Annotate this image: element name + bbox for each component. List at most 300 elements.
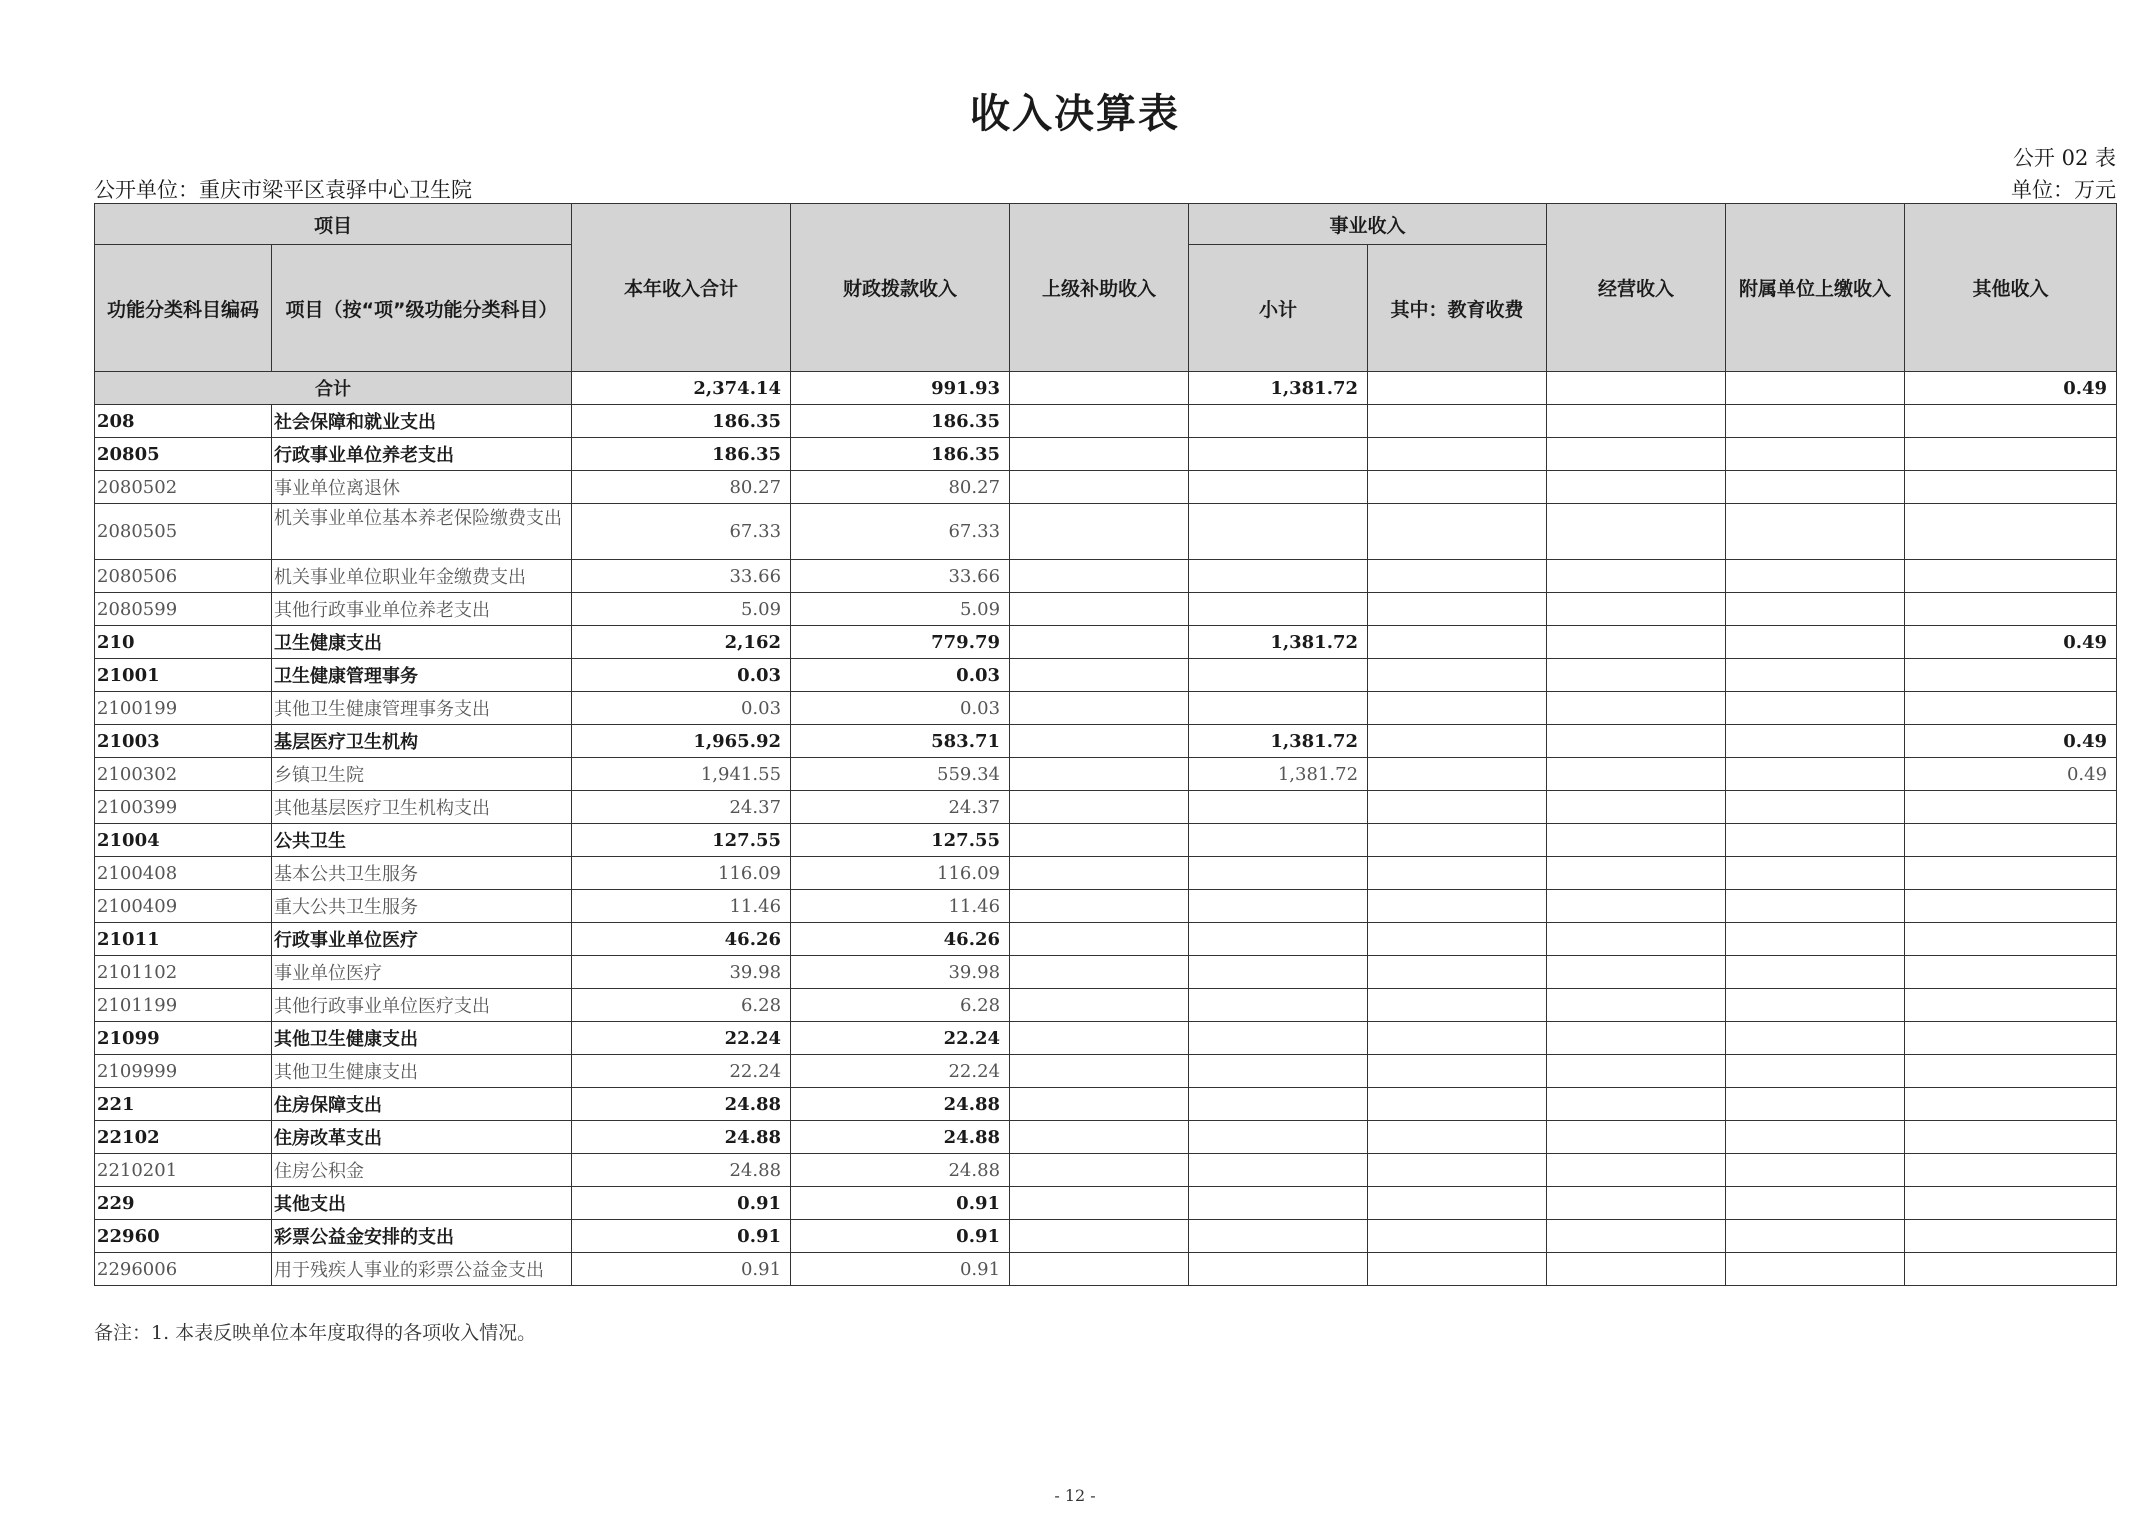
cell-name: 彩票公益金安排的支出 bbox=[272, 1220, 572, 1253]
cell-fiscal: 6.28 bbox=[791, 989, 1010, 1022]
cell-code: 20805 bbox=[95, 438, 272, 471]
cell-superior bbox=[1010, 989, 1189, 1022]
table-row bbox=[95, 791, 2117, 824]
cell-name: 其他行政事业单位医疗支出 bbox=[272, 989, 572, 1022]
cell-name: 重大公共卫生服务 bbox=[272, 890, 572, 923]
table-row bbox=[95, 1154, 2117, 1187]
cell-operating bbox=[1547, 824, 1726, 857]
cell-operating bbox=[1547, 504, 1726, 560]
cell-total-income: 186.35 bbox=[572, 438, 791, 471]
cell-operating bbox=[1547, 405, 1726, 438]
cell-total-income: 1,965.92 bbox=[572, 725, 791, 758]
cell-fiscal: 24.88 bbox=[791, 1088, 1010, 1121]
cell-fiscal: 0.91 bbox=[791, 1187, 1010, 1220]
cell-total-income: 1,941.55 bbox=[572, 758, 791, 791]
cell-fiscal: 127.55 bbox=[791, 824, 1010, 857]
cell-total-income: 80.27 bbox=[572, 471, 791, 504]
header-fiscal: 财政拨款收入 bbox=[791, 204, 1010, 372]
cell-name: 事业单位离退休 bbox=[272, 471, 572, 504]
cell-code: 2100399 bbox=[95, 791, 272, 824]
cell-subtotal: 1,381.72 bbox=[1189, 725, 1368, 758]
cell-operating bbox=[1547, 659, 1726, 692]
cell-fiscal: 186.35 bbox=[791, 438, 1010, 471]
cell-subtotal: 1,381.72 bbox=[1189, 758, 1368, 791]
table-row bbox=[95, 1253, 2117, 1286]
cell-affiliated bbox=[1726, 593, 1905, 626]
cell-name: 基层医疗卫生机构 bbox=[272, 725, 572, 758]
header-business-group: 事业收入 bbox=[1189, 204, 1547, 245]
cell-other bbox=[1905, 1088, 2117, 1121]
cell-fiscal: 5.09 bbox=[791, 593, 1010, 626]
income-table bbox=[94, 203, 2117, 1286]
cell-total-income: 127.55 bbox=[572, 824, 791, 857]
cell-superior bbox=[1010, 758, 1189, 791]
cell-subtotal bbox=[1189, 504, 1368, 560]
table-row bbox=[95, 560, 2117, 593]
cell-education bbox=[1368, 890, 1547, 923]
cell-other bbox=[1905, 857, 2117, 890]
cell-other bbox=[1905, 471, 2117, 504]
cell-affiliated bbox=[1726, 857, 1905, 890]
cell-education bbox=[1368, 504, 1547, 560]
cell-affiliated bbox=[1726, 692, 1905, 725]
cell-name: 机关事业单位基本养老保险缴费支出 bbox=[272, 504, 572, 560]
cell-total-income: 0.03 bbox=[572, 659, 791, 692]
cell-other bbox=[1905, 504, 2117, 560]
cell-code: 2080506 bbox=[95, 560, 272, 593]
cell-subtotal bbox=[1189, 1253, 1368, 1286]
cell-subtotal bbox=[1189, 1055, 1368, 1088]
cell-code: 2080599 bbox=[95, 593, 272, 626]
cell-superior bbox=[1010, 405, 1189, 438]
cell-subtotal bbox=[1189, 1121, 1368, 1154]
cell-total-income: 24.37 bbox=[572, 791, 791, 824]
page-number: - 12 - bbox=[1054, 1486, 1096, 1505]
cell-other bbox=[1905, 1220, 2117, 1253]
cell-operating bbox=[1547, 560, 1726, 593]
cell-superior bbox=[1010, 725, 1189, 758]
cell-education bbox=[1368, 725, 1547, 758]
cell-name: 卫生健康支出 bbox=[272, 626, 572, 659]
cell-subtotal bbox=[1189, 824, 1368, 857]
table-row bbox=[95, 438, 2117, 471]
table-row bbox=[95, 857, 2117, 890]
cell-operating bbox=[1547, 1022, 1726, 1055]
header-operating: 经营收入 bbox=[1547, 204, 1726, 372]
total-subtotal: 1,381.72 bbox=[1189, 372, 1368, 405]
cell-superior bbox=[1010, 890, 1189, 923]
cell-education bbox=[1368, 1088, 1547, 1121]
cell-name: 社会保障和就业支出 bbox=[272, 405, 572, 438]
cell-code: 21003 bbox=[95, 725, 272, 758]
cell-affiliated bbox=[1726, 956, 1905, 989]
cell-education bbox=[1368, 560, 1547, 593]
cell-fiscal: 22.24 bbox=[791, 1022, 1010, 1055]
cell-affiliated bbox=[1726, 438, 1905, 471]
cell-subtotal bbox=[1189, 1022, 1368, 1055]
cell-total-income: 116.09 bbox=[572, 857, 791, 890]
cell-education bbox=[1368, 1187, 1547, 1220]
cell-total-income: 22.24 bbox=[572, 1022, 791, 1055]
cell-education bbox=[1368, 1253, 1547, 1286]
header-total-income: 本年收入合计 bbox=[572, 204, 791, 372]
cell-education bbox=[1368, 1055, 1547, 1088]
cell-affiliated bbox=[1726, 1121, 1905, 1154]
cell-superior bbox=[1010, 560, 1189, 593]
cell-operating bbox=[1547, 923, 1726, 956]
cell-code: 22102 bbox=[95, 1121, 272, 1154]
cell-name: 其他支出 bbox=[272, 1187, 572, 1220]
cell-total-income: 24.88 bbox=[572, 1088, 791, 1121]
cell-operating bbox=[1547, 1088, 1726, 1121]
cell-name: 住房公积金 bbox=[272, 1154, 572, 1187]
cell-fiscal: 33.66 bbox=[791, 560, 1010, 593]
cell-education bbox=[1368, 593, 1547, 626]
cell-total-income: 2,162 bbox=[572, 626, 791, 659]
cell-total-income: 0.91 bbox=[572, 1253, 791, 1286]
cell-name: 行政事业单位医疗 bbox=[272, 923, 572, 956]
cell-code: 2080502 bbox=[95, 471, 272, 504]
cell-fiscal: 583.71 bbox=[791, 725, 1010, 758]
cell-name: 用于残疾人事业的彩票公益金支出 bbox=[272, 1253, 572, 1286]
cell-affiliated bbox=[1726, 504, 1905, 560]
cell-education bbox=[1368, 857, 1547, 890]
cell-education bbox=[1368, 405, 1547, 438]
table-row bbox=[95, 824, 2117, 857]
cell-code: 229 bbox=[95, 1187, 272, 1220]
cell-total-income: 0.91 bbox=[572, 1220, 791, 1253]
cell-other bbox=[1905, 560, 2117, 593]
cell-subtotal: 1,381.72 bbox=[1189, 626, 1368, 659]
cell-operating bbox=[1547, 593, 1726, 626]
cell-subtotal bbox=[1189, 1220, 1368, 1253]
organization-label: 公开单位：重庆市梁平区袁驿中心卫生院 bbox=[94, 178, 472, 202]
table-row bbox=[95, 1187, 2117, 1220]
cell-affiliated bbox=[1726, 989, 1905, 1022]
cell-operating bbox=[1547, 1253, 1726, 1286]
cell-operating bbox=[1547, 791, 1726, 824]
cell-education bbox=[1368, 1220, 1547, 1253]
cell-fiscal: 0.03 bbox=[791, 659, 1010, 692]
cell-other bbox=[1905, 1253, 2117, 1286]
cell-superior bbox=[1010, 1220, 1189, 1253]
cell-education bbox=[1368, 1154, 1547, 1187]
cell-operating bbox=[1547, 956, 1726, 989]
cell-code: 2296006 bbox=[95, 1253, 272, 1286]
cell-name: 公共卫生 bbox=[272, 824, 572, 857]
cell-superior bbox=[1010, 1055, 1189, 1088]
cell-other bbox=[1905, 659, 2117, 692]
cell-operating bbox=[1547, 1220, 1726, 1253]
cell-name: 事业单位医疗 bbox=[272, 956, 572, 989]
cell-name: 基本公共卫生服务 bbox=[272, 857, 572, 890]
cell-code: 21004 bbox=[95, 824, 272, 857]
header-other: 其他收入 bbox=[1905, 204, 2117, 372]
cell-code: 2100409 bbox=[95, 890, 272, 923]
cell-superior bbox=[1010, 692, 1189, 725]
total-affiliated bbox=[1726, 372, 1905, 405]
table-row bbox=[95, 1088, 2117, 1121]
cell-code: 221 bbox=[95, 1088, 272, 1121]
cell-total-income: 24.88 bbox=[572, 1154, 791, 1187]
cell-affiliated bbox=[1726, 890, 1905, 923]
cell-operating bbox=[1547, 857, 1726, 890]
cell-affiliated bbox=[1726, 923, 1905, 956]
cell-fiscal: 24.37 bbox=[791, 791, 1010, 824]
cell-subtotal bbox=[1189, 1154, 1368, 1187]
cell-code: 2101102 bbox=[95, 956, 272, 989]
cell-affiliated bbox=[1726, 824, 1905, 857]
cell-code: 21001 bbox=[95, 659, 272, 692]
cell-other bbox=[1905, 1022, 2117, 1055]
cell-superior bbox=[1010, 471, 1189, 504]
cell-other bbox=[1905, 1055, 2117, 1088]
cell-affiliated bbox=[1726, 659, 1905, 692]
cell-superior bbox=[1010, 626, 1189, 659]
cell-subtotal bbox=[1189, 593, 1368, 626]
cell-subtotal bbox=[1189, 659, 1368, 692]
cell-superior bbox=[1010, 923, 1189, 956]
cell-fiscal: 11.46 bbox=[791, 890, 1010, 923]
cell-affiliated bbox=[1726, 626, 1905, 659]
cell-name: 卫生健康管理事务 bbox=[272, 659, 572, 692]
unit-label: 单位：万元 bbox=[2011, 178, 2116, 202]
cell-code: 21011 bbox=[95, 923, 272, 956]
cell-other bbox=[1905, 989, 2117, 1022]
cell-subtotal bbox=[1189, 471, 1368, 504]
cell-superior bbox=[1010, 1253, 1189, 1286]
cell-affiliated bbox=[1726, 1253, 1905, 1286]
cell-code: 2080505 bbox=[95, 504, 272, 560]
cell-operating bbox=[1547, 1055, 1726, 1088]
cell-subtotal bbox=[1189, 1088, 1368, 1121]
table-row bbox=[95, 692, 2117, 725]
cell-subtotal bbox=[1189, 791, 1368, 824]
total-operating bbox=[1547, 372, 1726, 405]
cell-fiscal: 116.09 bbox=[791, 857, 1010, 890]
total-label: 合计 bbox=[95, 372, 572, 405]
cell-code: 22960 bbox=[95, 1220, 272, 1253]
table-row bbox=[95, 593, 2117, 626]
cell-operating bbox=[1547, 692, 1726, 725]
total-fiscal: 991.93 bbox=[791, 372, 1010, 405]
cell-total-income: 24.88 bbox=[572, 1121, 791, 1154]
cell-education bbox=[1368, 659, 1547, 692]
cell-total-income: 6.28 bbox=[572, 989, 791, 1022]
cell-total-income: 186.35 bbox=[572, 405, 791, 438]
cell-fiscal: 67.33 bbox=[791, 504, 1010, 560]
cell-other: 0.49 bbox=[1905, 758, 2117, 791]
cell-other bbox=[1905, 791, 2117, 824]
cell-fiscal: 0.91 bbox=[791, 1220, 1010, 1253]
cell-code: 2100199 bbox=[95, 692, 272, 725]
cell-subtotal bbox=[1189, 560, 1368, 593]
cell-operating bbox=[1547, 626, 1726, 659]
total-other: 0.49 bbox=[1905, 372, 2117, 405]
cell-superior bbox=[1010, 824, 1189, 857]
cell-code: 210 bbox=[95, 626, 272, 659]
cell-total-income: 22.24 bbox=[572, 1055, 791, 1088]
cell-other bbox=[1905, 438, 2117, 471]
cell-total-income: 39.98 bbox=[572, 956, 791, 989]
cell-name: 住房保障支出 bbox=[272, 1088, 572, 1121]
cell-superior bbox=[1010, 956, 1189, 989]
cell-name: 其他行政事业单位养老支出 bbox=[272, 593, 572, 626]
cell-superior bbox=[1010, 438, 1189, 471]
cell-fiscal: 24.88 bbox=[791, 1154, 1010, 1187]
cell-superior bbox=[1010, 1022, 1189, 1055]
cell-other: 0.49 bbox=[1905, 626, 2117, 659]
cell-total-income: 33.66 bbox=[572, 560, 791, 593]
cell-name: 住房改革支出 bbox=[272, 1121, 572, 1154]
cell-other bbox=[1905, 692, 2117, 725]
cell-operating bbox=[1547, 758, 1726, 791]
cell-subtotal bbox=[1189, 438, 1368, 471]
cell-affiliated bbox=[1726, 1187, 1905, 1220]
cell-superior bbox=[1010, 1154, 1189, 1187]
cell-education bbox=[1368, 692, 1547, 725]
cell-code: 2101199 bbox=[95, 989, 272, 1022]
cell-other bbox=[1905, 890, 2117, 923]
cell-other bbox=[1905, 956, 2117, 989]
cell-education bbox=[1368, 824, 1547, 857]
table-row bbox=[95, 504, 2117, 560]
cell-other bbox=[1905, 405, 2117, 438]
cell-total-income: 5.09 bbox=[572, 593, 791, 626]
cell-superior bbox=[1010, 593, 1189, 626]
table-row bbox=[95, 1220, 2117, 1253]
cell-education bbox=[1368, 471, 1547, 504]
cell-operating bbox=[1547, 1187, 1726, 1220]
cell-superior bbox=[1010, 791, 1189, 824]
cell-operating bbox=[1547, 989, 1726, 1022]
table-row bbox=[95, 1055, 2117, 1088]
cell-code: 21099 bbox=[95, 1022, 272, 1055]
cell-education bbox=[1368, 956, 1547, 989]
cell-affiliated bbox=[1726, 560, 1905, 593]
cell-superior bbox=[1010, 659, 1189, 692]
cell-subtotal bbox=[1189, 857, 1368, 890]
table-row bbox=[95, 659, 2117, 692]
cell-superior bbox=[1010, 1121, 1189, 1154]
table-row bbox=[95, 1022, 2117, 1055]
cell-operating bbox=[1547, 471, 1726, 504]
cell-name: 其他卫生健康支出 bbox=[272, 1055, 572, 1088]
cell-fiscal: 22.24 bbox=[791, 1055, 1010, 1088]
cell-code: 2109999 bbox=[95, 1055, 272, 1088]
cell-affiliated bbox=[1726, 1154, 1905, 1187]
table-row bbox=[95, 890, 2117, 923]
cell-subtotal bbox=[1189, 956, 1368, 989]
cell-superior bbox=[1010, 1088, 1189, 1121]
cell-other bbox=[1905, 923, 2117, 956]
table-row bbox=[95, 989, 2117, 1022]
header-func-code: 功能分类科目编码 bbox=[95, 245, 272, 372]
total-row bbox=[95, 372, 2117, 405]
cell-education bbox=[1368, 758, 1547, 791]
cell-affiliated bbox=[1726, 725, 1905, 758]
cell-affiliated bbox=[1726, 1055, 1905, 1088]
form-number: 公开 02 表 bbox=[2012, 146, 2116, 170]
header-item-group: 项目 bbox=[95, 204, 572, 245]
table-row bbox=[95, 626, 2117, 659]
cell-total-income: 67.33 bbox=[572, 504, 791, 560]
cell-other bbox=[1905, 824, 2117, 857]
footnote: 备注：1. 本表反映单位本年度取得的各项收入情况。 bbox=[94, 1322, 537, 1344]
cell-subtotal bbox=[1189, 989, 1368, 1022]
cell-fiscal: 46.26 bbox=[791, 923, 1010, 956]
cell-operating bbox=[1547, 438, 1726, 471]
total-total-income: 2,374.14 bbox=[572, 372, 791, 405]
cell-education bbox=[1368, 989, 1547, 1022]
cell-name: 其他卫生健康管理事务支出 bbox=[272, 692, 572, 725]
table-row bbox=[95, 471, 2117, 504]
cell-superior bbox=[1010, 1187, 1189, 1220]
cell-other bbox=[1905, 1187, 2117, 1220]
cell-fiscal: 39.98 bbox=[791, 956, 1010, 989]
cell-total-income: 0.91 bbox=[572, 1187, 791, 1220]
cell-code: 2100408 bbox=[95, 857, 272, 890]
cell-affiliated bbox=[1726, 791, 1905, 824]
cell-education bbox=[1368, 438, 1547, 471]
header-education: 其中：教育收费 bbox=[1368, 245, 1547, 372]
cell-total-income: 46.26 bbox=[572, 923, 791, 956]
cell-affiliated bbox=[1726, 1088, 1905, 1121]
cell-education bbox=[1368, 1121, 1547, 1154]
table-row bbox=[95, 923, 2117, 956]
cell-name: 其他基层医疗卫生机构支出 bbox=[272, 791, 572, 824]
table-row bbox=[95, 758, 2117, 791]
header-item-name: 项目（按“项”级功能分类科目） bbox=[272, 245, 572, 372]
cell-total-income: 11.46 bbox=[572, 890, 791, 923]
table-row bbox=[95, 725, 2117, 758]
cell-subtotal bbox=[1189, 692, 1368, 725]
cell-affiliated bbox=[1726, 1220, 1905, 1253]
page-title: 收入决算表 bbox=[970, 91, 1180, 137]
cell-affiliated bbox=[1726, 471, 1905, 504]
cell-fiscal: 779.79 bbox=[791, 626, 1010, 659]
cell-affiliated bbox=[1726, 758, 1905, 791]
cell-superior bbox=[1010, 504, 1189, 560]
cell-subtotal bbox=[1189, 890, 1368, 923]
cell-fiscal: 559.34 bbox=[791, 758, 1010, 791]
header-affiliated: 附属单位上缴收入 bbox=[1726, 204, 1905, 372]
header-superior: 上级补助收入 bbox=[1010, 204, 1189, 372]
cell-operating bbox=[1547, 1121, 1726, 1154]
cell-fiscal: 0.03 bbox=[791, 692, 1010, 725]
cell-other: 0.49 bbox=[1905, 725, 2117, 758]
cell-subtotal bbox=[1189, 923, 1368, 956]
cell-code: 208 bbox=[95, 405, 272, 438]
cell-subtotal bbox=[1189, 405, 1368, 438]
cell-affiliated bbox=[1726, 1022, 1905, 1055]
total-superior bbox=[1010, 372, 1189, 405]
cell-operating bbox=[1547, 890, 1726, 923]
cell-name: 其他卫生健康支出 bbox=[272, 1022, 572, 1055]
cell-subtotal bbox=[1189, 1187, 1368, 1220]
cell-other bbox=[1905, 1121, 2117, 1154]
table-row bbox=[95, 956, 2117, 989]
cell-operating bbox=[1547, 725, 1726, 758]
cell-fiscal: 80.27 bbox=[791, 471, 1010, 504]
cell-education bbox=[1368, 791, 1547, 824]
cell-code: 2100302 bbox=[95, 758, 272, 791]
table-row bbox=[95, 405, 2117, 438]
cell-education bbox=[1368, 626, 1547, 659]
total-education bbox=[1368, 372, 1547, 405]
cell-fiscal: 186.35 bbox=[791, 405, 1010, 438]
cell-superior bbox=[1010, 857, 1189, 890]
